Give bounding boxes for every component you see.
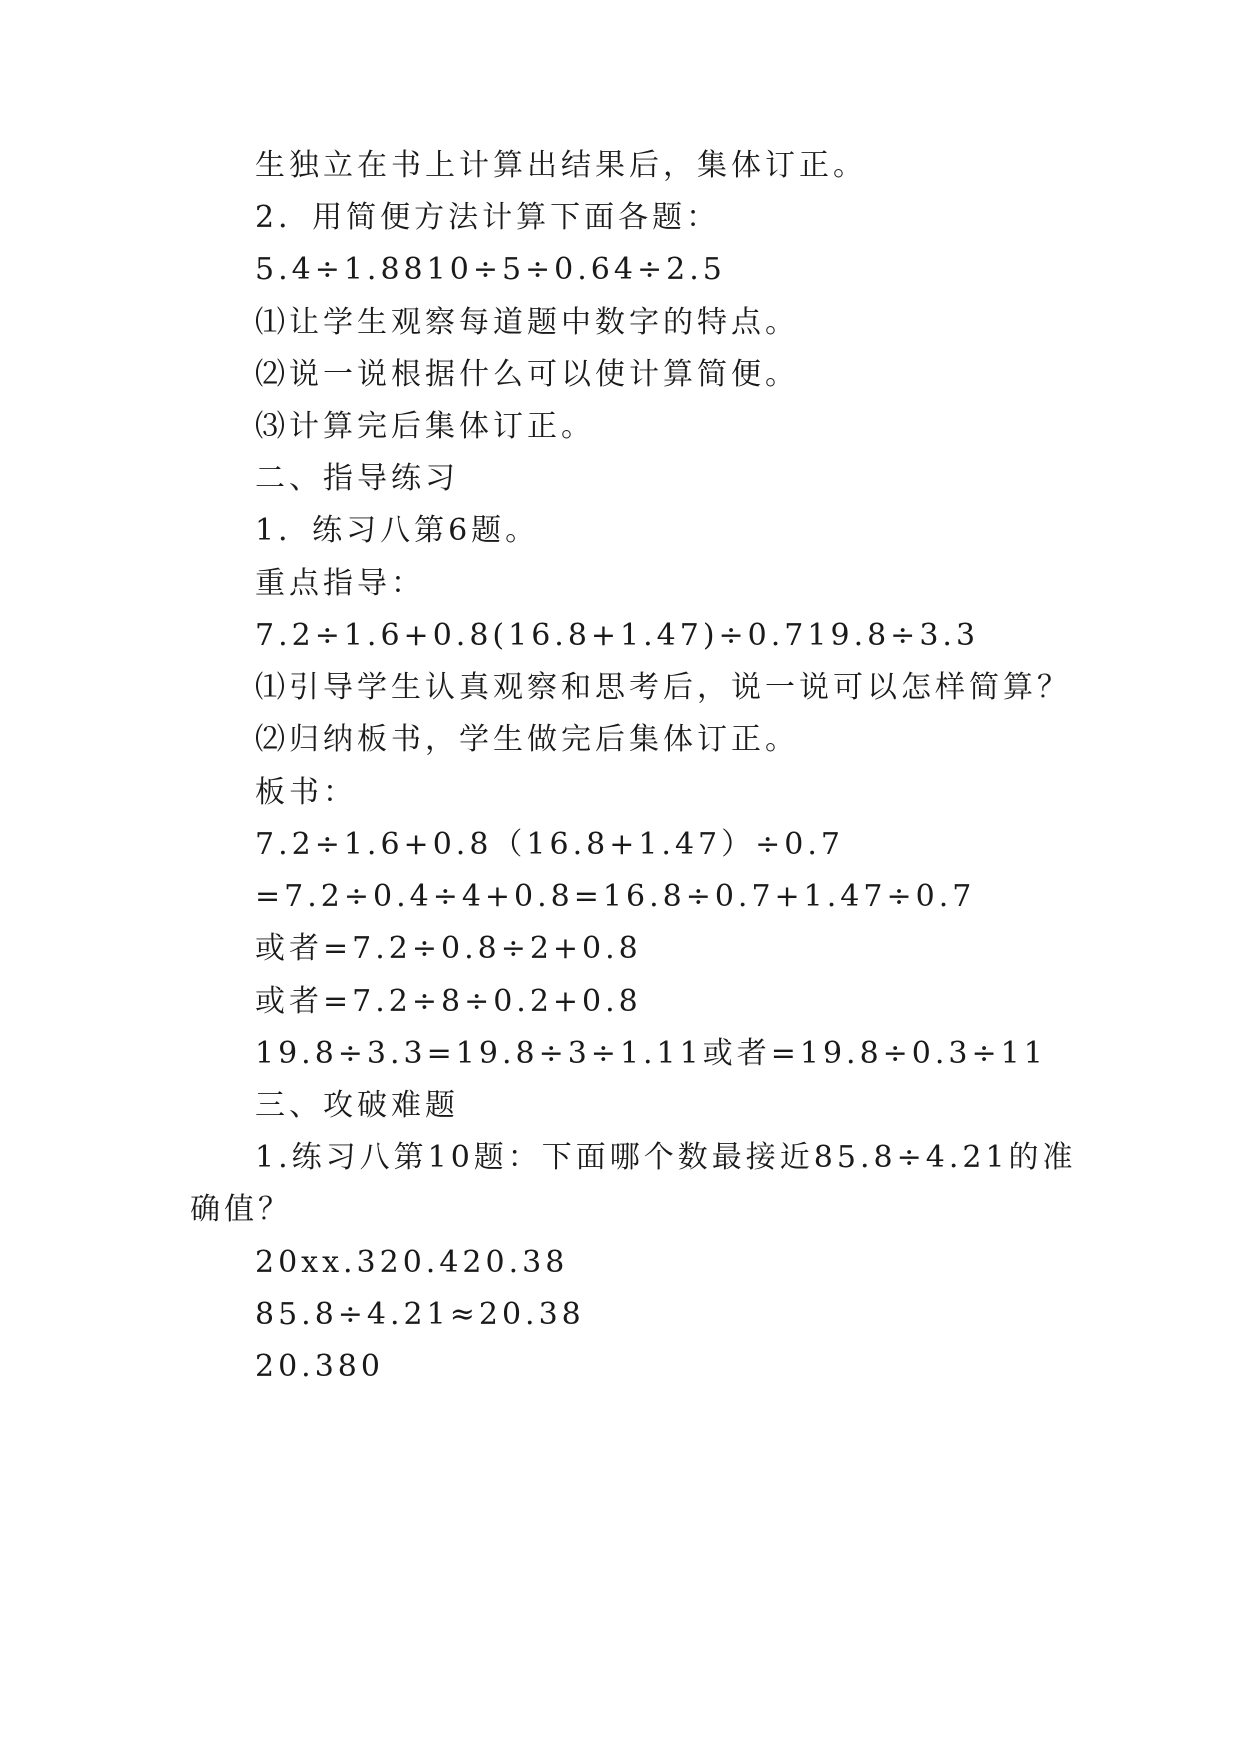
text-line: 20.380 [255,1349,384,1384]
text-line: 19.8÷3.3=19.8÷3÷1.11或者=19.8÷0.3÷11 [255,1036,1047,1071]
text-line: 或者=7.2÷0.8÷2+0.8 [255,931,642,966]
text-line: 20xx.320.420.38 [255,1245,569,1280]
text-line: ⑶计算完后集体订正。 [255,409,595,444]
text-line: 1．练习八第6题。 [255,513,540,548]
text-line: 重点指导： [255,566,425,601]
text-line: 或者=7.2÷8÷0.2+0.8 [255,984,642,1019]
text-line: 7.2÷1.6+0.8(16.8+1.47)÷0.719.8÷3.3 [255,618,980,653]
text-line: ⑴让学生观察每道题中数字的特点。 [255,305,799,340]
text-line: 2．用简便方法计算下面各题： [255,200,721,235]
text-line: 板书： [255,775,357,810]
text-line: 确值？ [190,1192,292,1227]
text-line: 5.4÷1.8810÷5÷0.64÷2.5 [255,252,726,287]
text-line: ⑴引导学生认真观察和思考后，说一说可以怎样简算？ [255,670,1071,705]
text-line: 生独立在书上计算出结果后，集体订正。 [255,148,867,183]
text-line: 85.8÷4.21≈20.38 [255,1297,585,1332]
section-heading: 三、攻破难题 [255,1088,459,1123]
text-line: =7.2÷0.4÷4+0.8=16.8÷0.7+1.47÷0.7 [255,879,976,914]
text-line: 7.2÷1.6+0.8（16.8+1.47）÷0.7 [255,827,844,862]
section-heading: 二、指导练习 [255,461,459,496]
text-line: 1.练习八第10题：下面哪个数最接近85.8÷4.21的准 [255,1140,1077,1175]
text-line: ⑵归纳板书，学生做完后集体订正。 [255,722,799,757]
text-line: ⑵说一说根据什么可以使计算简便。 [255,357,799,392]
